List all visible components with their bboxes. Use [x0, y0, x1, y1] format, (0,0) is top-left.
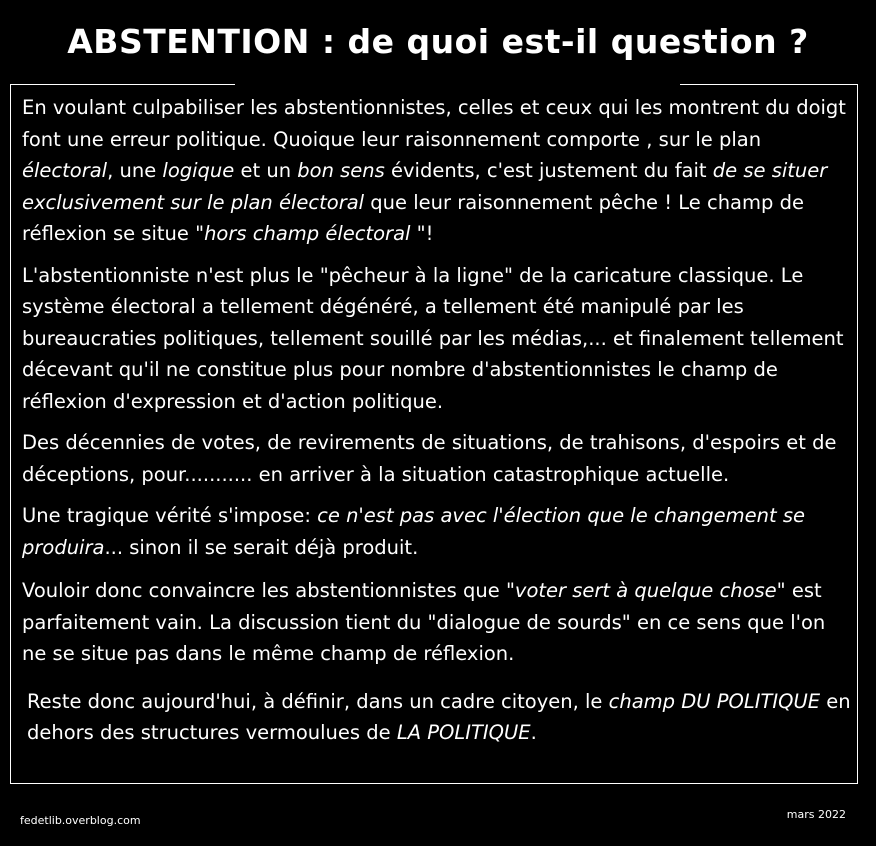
frame-title-gap [235, 82, 680, 86]
p4-italic-quote: ce n'est pas avec l'élection que le changement se produira [22, 504, 806, 559]
p5-italic-quote: voter sert à quelque chose [514, 579, 777, 602]
p6-text-a: Reste donc aujourd'hui, à définir, dans un cadre citoyen, le [27, 689, 609, 713]
p1-text-e: et un [234, 159, 298, 182]
p1-italic-electoral: électoral [22, 159, 108, 182]
p5-text-c: " est parfaitement vain. La discussion tient du "dialogue de sourds" en ce sens que l'on ne se situe pas dans le même champ de réflexion. [22, 579, 826, 665]
p1-text-a: En voulant culpabiliser les abstentionnistes, celles et ceux qui les montrent du doigt font une erreur politique. Quoique leur raisonnement comporte , sur le plan [22, 96, 846, 151]
paragraph-6 [22, 686, 852, 749]
p1-text-k: "! [410, 222, 434, 245]
paragraph-3: Des décennies de votes, de revirements de situations, de trahisons, d'espoirs et de déceptions, pour........... en arriver à la situation catastrophique actuelle. [22, 431, 837, 486]
p1-italic-bon-sens: bon sens [297, 159, 385, 182]
source-url: fedetlib.overblog.com [20, 814, 141, 827]
p1-italic-hors-champ: hors champ électoral [204, 222, 411, 245]
p6-text-c: en dehors des structures vermoulues de [27, 689, 851, 744]
paragraph-2: L'abstentionniste n'est plus le "pêcheur à la ligne" de la caricature classique. Le système électoral a tellement dégénéré, a tellement été manipulé par les bureaucraties politiques, tellement souillé par les médias,... et finalement tellement décevant qu'il ne constitue plus pour nombre d'abstentionnistes le champ de réflexion d'expression et d'action politique. [22, 263, 844, 413]
p6-text-e: . [530, 721, 537, 744]
p1-text-i: que leur raisonnement pêche ! Le champ de réflexion se situe " [22, 190, 804, 245]
article-body [22, 92, 852, 759]
p5-text-a: Vouloir donc convaincre les abstentionnistes que " [22, 579, 515, 602]
p1-text-g: évidents, c'est justement du fait [384, 159, 713, 182]
p6-italic-champ: champ DU POLITIQUE [608, 689, 821, 713]
p1-italic-logique: logique [162, 159, 235, 182]
p1-text-c: , une [107, 159, 163, 182]
p4-text-a: Une tragique vérité s'impose: [22, 504, 318, 527]
date-label: mars 2022 [786, 808, 846, 821]
paragraph-1 [22, 92, 852, 250]
paragraph-4 [22, 500, 852, 563]
p4-text-c: ... sinon il se serait déjà produit. [104, 535, 419, 559]
paragraph-5 [22, 575, 852, 670]
p6-italic-la-politique: LA POLITIQUE [396, 721, 531, 744]
p1-italic-plan-electoral: de se situer exclusivement sur le plan électoral [22, 159, 828, 214]
page-title: ABSTENTION : de quoi est-il question ? [67, 22, 809, 61]
